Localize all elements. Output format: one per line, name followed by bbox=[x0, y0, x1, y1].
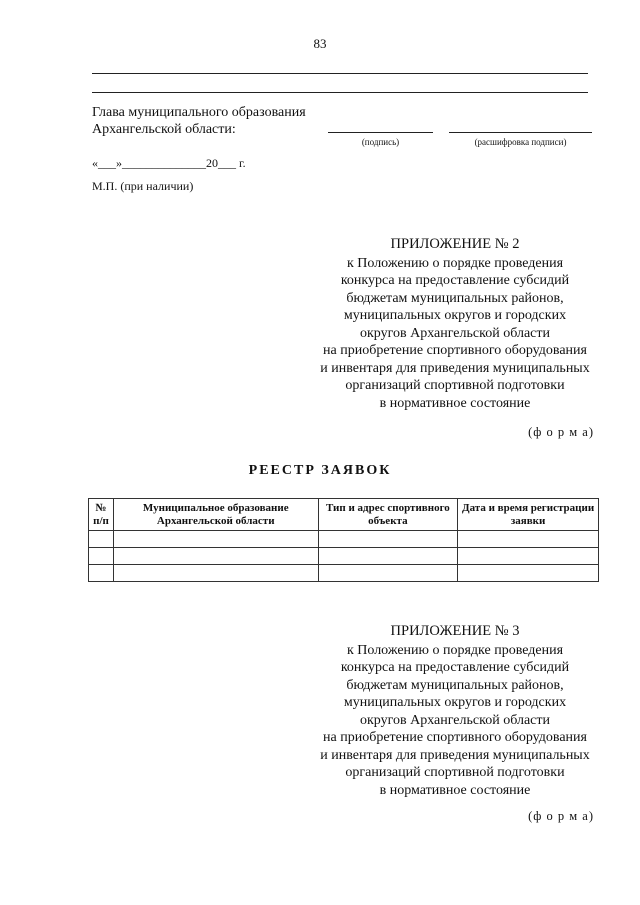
appendix-2-title: ПРИЛОЖЕНИЕ № 2 bbox=[390, 236, 520, 252]
table-cell bbox=[458, 548, 599, 565]
table-cell bbox=[458, 565, 599, 582]
page-number: 83 bbox=[313, 36, 327, 51]
appendix-2-line: на приобретение спортивного оборудования bbox=[323, 343, 587, 358]
registry-table bbox=[88, 498, 599, 582]
table-cell bbox=[113, 548, 318, 565]
appendix-2-line: и инвентаря для приведения муниципальных bbox=[320, 360, 590, 376]
appendix-3-line: и инвентаря для приведения муниципальных bbox=[320, 747, 590, 763]
appendix-3-line: на приобретение спортивного оборудования bbox=[323, 730, 587, 745]
decoding-caption: (расшифровка подписи) bbox=[474, 137, 567, 147]
appendix-3-line: муниципальных округов и городских bbox=[343, 695, 567, 710]
appendix-3-line: бюджетам муниципальных районов, bbox=[346, 677, 564, 693]
table-row bbox=[89, 548, 599, 565]
appendix-2-line: бюджетам муниципальных районов, bbox=[346, 290, 564, 306]
signature-line bbox=[328, 132, 433, 133]
table-cell bbox=[89, 565, 114, 582]
table-row bbox=[89, 565, 599, 582]
appendix-3-line: в нормативное состояние bbox=[379, 782, 531, 798]
table-cell bbox=[318, 565, 458, 582]
registry-title: РЕЕСТР ЗАЯВОК bbox=[248, 463, 392, 478]
table-row bbox=[89, 531, 599, 548]
appendix-2-form-label: (ф о р м а) bbox=[528, 425, 594, 439]
appendix-2-line: конкурса на предоставление субсидий bbox=[340, 273, 570, 288]
appendix-2-line: муниципальных округов и городских bbox=[343, 308, 567, 323]
table-cell bbox=[318, 548, 458, 565]
head-title bbox=[92, 104, 306, 138]
header-number: № п/п bbox=[89, 499, 114, 531]
blank-line-2 bbox=[92, 92, 588, 93]
appendix-3-line: организаций спортивной подготовки bbox=[345, 765, 565, 780]
header-municipality: Муниципальное образование Архангельской области bbox=[113, 499, 318, 531]
table-cell bbox=[89, 531, 114, 548]
appendix-3-header bbox=[305, 623, 605, 799]
header-registration-datetime: Дата и время регистрации заявки bbox=[458, 499, 599, 531]
header-sport-object: Тип и адрес спортивного объекта bbox=[318, 499, 458, 531]
table-cell bbox=[89, 548, 114, 565]
appendix-3-line: округов Архангельской области bbox=[360, 712, 550, 728]
table-cell bbox=[458, 531, 599, 548]
registry-header-row bbox=[89, 499, 599, 531]
stamp-note: М.П. (при наличии) bbox=[92, 179, 194, 193]
appendix-2-line: к Положению о порядке проведения bbox=[346, 255, 564, 271]
decoding-line bbox=[449, 132, 592, 133]
appendix-2-line: организаций спортивной подготовки bbox=[345, 378, 565, 393]
appendix-2-header bbox=[305, 236, 605, 412]
head-line-2: Архангельской области: bbox=[92, 122, 236, 137]
signature-caption: (подпись) bbox=[361, 137, 400, 147]
appendix-3-line: к Положению о порядке проведения bbox=[346, 642, 564, 658]
head-line-1: Глава муниципального образования bbox=[92, 105, 306, 120]
appendix-2-line: в нормативное состояние bbox=[379, 395, 531, 411]
date-line: «___»______________20___ г. bbox=[92, 156, 246, 170]
table-cell bbox=[113, 565, 318, 582]
appendix-3-title: ПРИЛОЖЕНИЕ № 3 bbox=[390, 623, 520, 639]
table-cell bbox=[318, 531, 458, 548]
appendix-3-line: конкурса на предоставление субсидий bbox=[340, 660, 570, 675]
table-cell bbox=[113, 531, 318, 548]
appendix-2-line: округов Архангельской области bbox=[360, 325, 550, 341]
blank-line-1 bbox=[92, 73, 588, 74]
appendix-3-form-label: (ф о р м а) bbox=[528, 809, 594, 823]
